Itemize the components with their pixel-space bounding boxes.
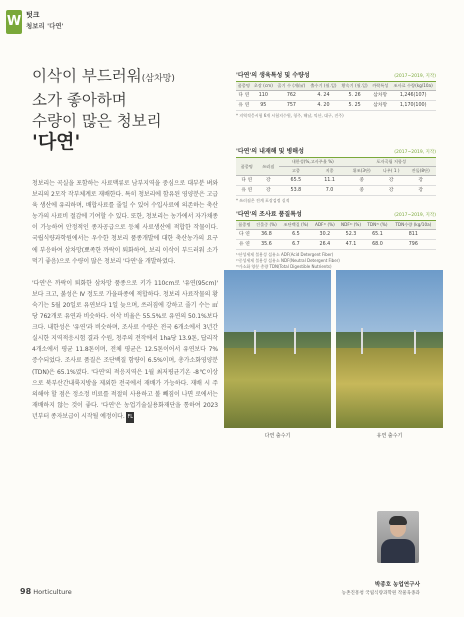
table3-year: (2017~2019, 지작) — [394, 213, 436, 218]
table-cell: 5. 25 — [339, 101, 370, 111]
table-header: 잔돌(8단) — [405, 167, 436, 176]
headline-line3: 수량이 많은 청보리 — [32, 112, 162, 130]
table-cell: 47.1 — [338, 240, 364, 250]
table1-note: * 지역적응시험 6개 시험지수원, 청주, 해남, 익산, 대구, 진주) — [236, 113, 344, 118]
growth-yield-table-block — [236, 70, 436, 119]
body-paragraph-1: 청보리는 곡실을 포함하는 사료맥류로 남부지역을 중심으로 대부분 벼와 보리의 2모작 작부체계로 재배한다. 특히 청보리에 함유된 영양분은 고급육 생산에 유리하며, 배합사료를 줄일 수 있어 수입사료에 의존하는 축산농가의 사료비 절감에 기여할 수 있다. 또한, 청보리는 농가에서 자가채종이 가능하여 안정적인 종자공급으로 등체 사료생산에 적합한 작물이다. 국립식량과학원에서는 우수한 청보리 품종개발에 대한 축산농가의 요구에 부응하여 삼차망(뾰족한 까락이 퇴화하여, 보리 이삭이 부드러워 소가 먹기 좋음)으로 수량이 많은 청보리 '다연'을 개발하였다. — [32, 180, 218, 265]
table-cell: 95 — [252, 101, 275, 111]
table-cell: 유 연 — [236, 186, 258, 196]
table3-note-3: ³⁾가소화 양분 총량 TDN(Total Digestible Nutrients) — [236, 264, 332, 269]
table-cell: 36.8 — [253, 230, 280, 240]
table-cell: 1,170(100) — [390, 101, 436, 111]
table-cell: 강 — [405, 186, 436, 196]
table-cell: 68.0 — [364, 240, 390, 250]
headline-line2: 소가 좋아하며 — [32, 91, 127, 109]
table-header: 줄기 수 (개/㎡) — [275, 82, 308, 91]
article-headline — [32, 66, 232, 153]
table-row — [236, 230, 436, 240]
table2-title: '다연'의 내재해 및 병해성 — [236, 148, 304, 155]
table-header: 건물중 (%) — [253, 221, 280, 230]
dayeon-heading-photo — [224, 270, 331, 428]
table-cell: 다 연 — [236, 176, 258, 186]
table-cell: 757 — [275, 101, 308, 111]
headline-line1: 이삭이 부드러워 — [32, 67, 142, 85]
table-cell: 796 — [391, 240, 436, 250]
table-cell: 다 연 — [236, 230, 253, 240]
table-cell: 유 연 — [236, 101, 252, 111]
table-header: 조단백질 (%) — [280, 221, 312, 230]
table-cell: 4. 24 — [308, 91, 339, 101]
table-header: 출수기 (월.일) — [308, 82, 339, 91]
magazine-name: Horticulture — [33, 588, 72, 596]
yuyeon-heading-photo — [336, 270, 443, 428]
section-subtitle: 청보리 '다연' — [26, 22, 64, 30]
table-cell: 강 — [405, 176, 436, 186]
table-group-header: 내한성(%,고사주율 %) — [279, 158, 346, 167]
table-cell: 중 — [346, 186, 377, 196]
table-cell: 53.8 — [279, 186, 313, 196]
page-footer — [20, 587, 72, 596]
table-header: 품종명 — [236, 82, 252, 91]
table-cell: 65.5 — [279, 176, 313, 186]
table-header: 품종명 — [236, 221, 253, 230]
section-category: 텃크 — [26, 11, 40, 19]
table3-note-1: ¹⁾산성세제 불용성 섬유소 ADF(Acid Detergent Fiber) — [236, 252, 334, 257]
growth-yield-table — [236, 82, 436, 111]
headline-line1-note: (삼차망) — [141, 74, 175, 84]
table1-title: '다연'의 생육특성 및 수량성 — [236, 72, 310, 79]
table-header: NDF²⁾ (%) — [338, 221, 364, 230]
forage-quality-table-block — [236, 209, 436, 270]
article-body — [32, 178, 218, 423]
table-cell: 유 연 — [236, 240, 253, 250]
researcher-photo — [377, 511, 419, 563]
table-cell: 30.2 — [312, 230, 338, 240]
table-cell: 강 — [258, 186, 280, 196]
section-logo: W — [6, 10, 22, 34]
table-cell: 강 — [258, 176, 280, 186]
table-row — [236, 176, 436, 186]
right-photo-caption: 유연 출수기 — [376, 433, 403, 439]
table-cell: 762 — [275, 91, 308, 101]
table-group-header: 포자곡립 저항성 — [346, 158, 436, 167]
table2-note: * 쓰러짐은 전계 포장검정 실적 — [236, 198, 290, 203]
table-cell: 다 연 — [236, 91, 252, 101]
table-cell: 1,246(107) — [390, 91, 436, 101]
table-header: 쓰러짐 — [258, 158, 280, 176]
table3-note-2: ²⁾중성세제 불용성 섬유소 NDF(Neutral Detergent Fiber) — [236, 258, 340, 263]
table-cell: 강 — [377, 176, 405, 186]
table-cell: 35.6 — [253, 240, 280, 250]
table-cell: 5. 26 — [339, 91, 370, 101]
table-header: 초장 (cm) — [252, 82, 275, 91]
table1-year: (2017~2019, 지작) — [394, 74, 436, 79]
table-header: 고종 — [279, 167, 313, 176]
table-cell: 7.0 — [313, 186, 347, 196]
table3-title: '다연'의 조사료 품질특성 — [236, 211, 302, 218]
table-cell: 삼차망 — [370, 91, 390, 101]
table2-year: (2017~2019, 지작) — [394, 150, 436, 155]
headline-variety-name: '다연' — [32, 131, 81, 153]
researcher-name: 박종호 농업연구사 — [374, 582, 420, 588]
table-header: 까락특성 — [370, 82, 390, 91]
table-cell: 중 — [346, 176, 377, 186]
researcher-affiliation: 농촌진흥청 국립식량과학원 작물육종과 — [341, 591, 420, 596]
table-cell: 811 — [391, 230, 436, 240]
table-header: 품종명 — [236, 158, 258, 176]
table-cell: 6.7 — [280, 240, 312, 250]
body-paragraph-2: '다연'은 까락이 퇴화한 삼차망 품종으로 키가 110cm로 '유연(95cm)' 보다 크고, 붉성은 Ⅳ 정도로 가을파종에 적합하다. 청보리 사료작물의 황숙기는 5월 20일로 유연보다 1일 늦으며, 쓰러짐에 강하고 줄기 수는 ㎡당 762개로 유연과 비슷하다. 이삭 비율은 55.5%로 유연의 50.1%보다 크다. 내한성은 '유연'과 비슷하며, 조사료 수량은 전국 6개소에서 3년간 실시한 지역적응시험 결과 수원, 청주의 전작에서 1ha당 13.9톤, 답리작 4개소에서 평균 11.8톤이며, 전체 평균은 12.5톤이어서 유연보다 7% 증수되었다. 조사료 품질은 조단백질 함량이 6.5%이며, 총가소화영양분(TDN)은 65.1%였다. '다연'의 적응지역은 1월 최저평균기온 -8℃이상으로 북부산간내륙지방을 제외한 전국에서 재배가 가능하다. 재배 시 주의해야 할 점은 정소정 비료를 적절히 사용하고 볼 빼짐이 나면 로에서는 재배하지 않는 것이 좋다. '다연'은 농업기술실용화재단을 통하여 2023년부터 종자보급이 시작될 예정이다. — [32, 279, 218, 420]
table-row — [236, 240, 436, 250]
table-header: 나우( 1 ) — [377, 167, 405, 176]
forage-quality-table — [236, 221, 436, 250]
table-cell: 4. 20 — [308, 101, 339, 111]
table-cell: 110 — [252, 91, 275, 101]
table-header: 조사료 수량(kg/10a) — [390, 82, 436, 91]
table-cell: 65.1 — [364, 230, 390, 240]
page-number: 98 — [20, 587, 32, 596]
end-mark: FL — [126, 412, 133, 423]
table-row — [236, 91, 436, 101]
table-cell: 삼차망 — [370, 101, 390, 111]
left-photo-caption: 다연 출수기 — [264, 433, 291, 439]
table-header: TDN수량 (kg/10a) — [391, 221, 436, 230]
table-cell: 11.1 — [313, 176, 347, 186]
table-cell: 6.5 — [280, 230, 312, 240]
table-row — [236, 186, 436, 196]
table-header: 위조(3단) — [346, 167, 377, 176]
table-header: 지종 — [313, 167, 347, 176]
table-cell: 52.3 — [338, 230, 364, 240]
table-cell: 26.4 — [312, 240, 338, 250]
table-cell: 강 — [377, 186, 405, 196]
table-header: 황숙기 (월.일) — [339, 82, 370, 91]
disease-tolerance-table — [236, 158, 436, 196]
disease-tolerance-table-block — [236, 146, 436, 204]
table-header: ADF¹⁾ (%) — [312, 221, 338, 230]
table-row — [236, 101, 436, 111]
table-header: TDN³⁾ (%) — [364, 221, 390, 230]
